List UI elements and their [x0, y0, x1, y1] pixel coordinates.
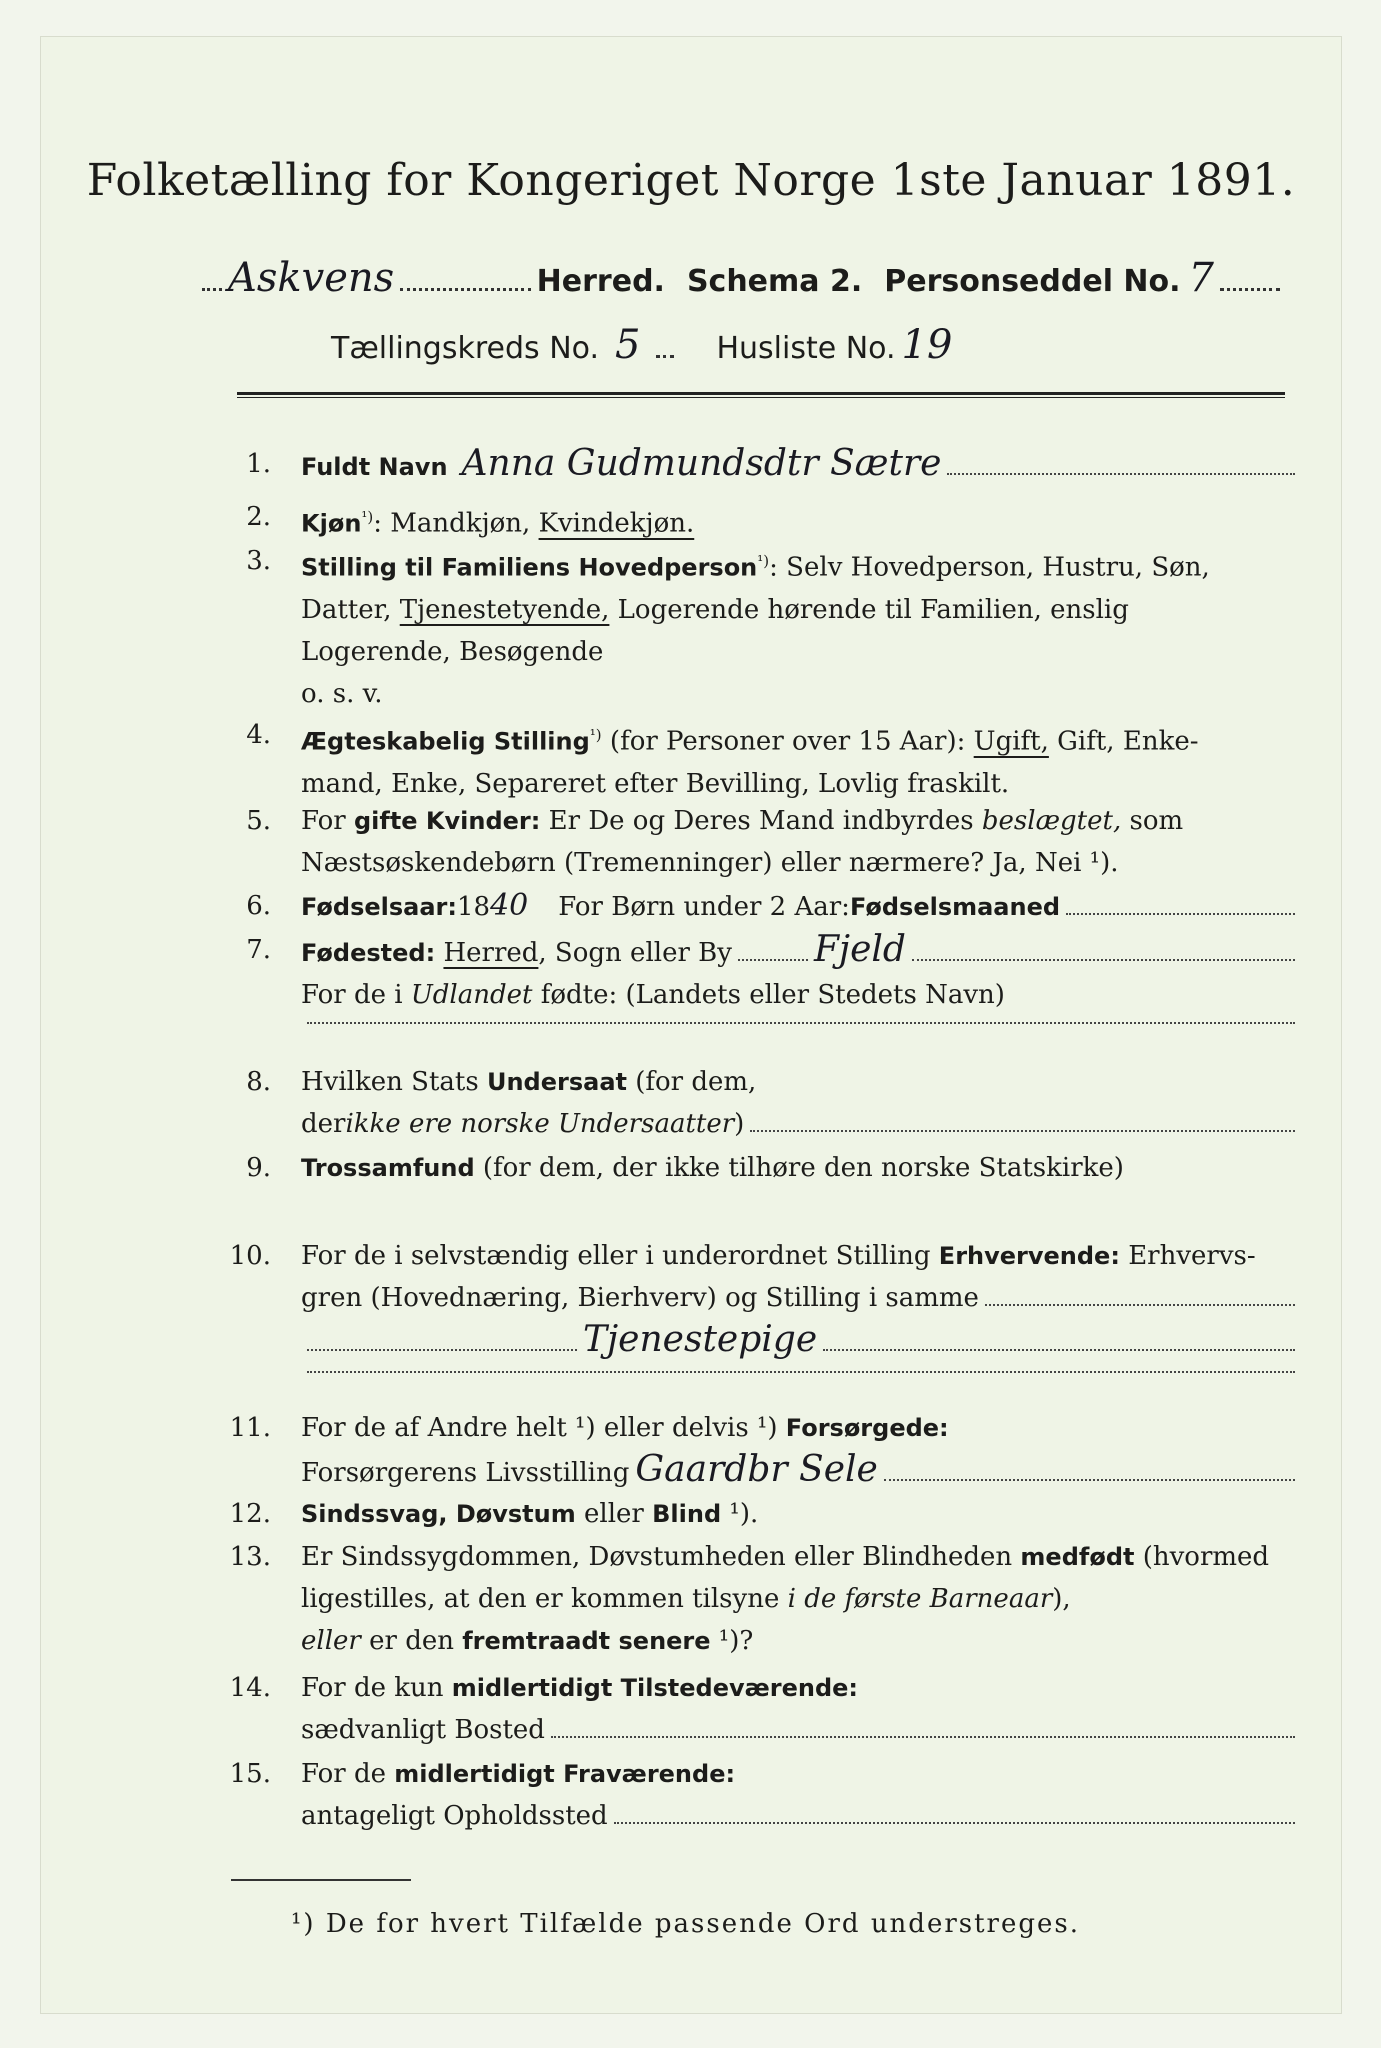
footnote: ¹) De for hvert Tilfælde passende Ord understreges. [291, 1909, 1081, 1939]
birthplace-value: Fjeld [813, 929, 906, 970]
provider-value: Gaardbr Sele [635, 1449, 878, 1490]
kreds-value: 5 [615, 322, 641, 368]
header-rule-thin [237, 397, 1285, 398]
personseddel-value: 7 [1188, 255, 1214, 301]
herred-line [196, 255, 1286, 301]
position-selected: Tjenestetyende, [399, 594, 610, 625]
personseddel-label: Personseddel No. [884, 264, 1181, 299]
kreds-label: Tællingskreds No. [331, 331, 599, 366]
footnote-rule [231, 1879, 411, 1881]
header-rule [237, 392, 1285, 395]
marital-selected: Ugift, [973, 726, 1049, 757]
herred-value: Askvens [228, 255, 395, 301]
form-title: Folketælling for Kongeriget Norge 1ste Januar 1891. [86, 155, 1296, 206]
herred-label: Herred. [536, 264, 665, 299]
kreds-line [331, 322, 1151, 368]
birth-year-value: 40 [490, 888, 529, 923]
full-name-label: Fuldt Navn [301, 453, 448, 481]
schema-label: Schema 2. [686, 264, 863, 299]
gender-selected: Kvindekjøn. [538, 508, 695, 539]
husliste-label: Husliste No. [716, 331, 896, 366]
husliste-value: 19 [901, 322, 953, 368]
census-form: Folketælling for Kongeriget Norge 1ste Januar 1891. Askvens Herred. Schema 2. Personseddel No. 7 Tællingskreds No. 5 Husliste No. 19 1. Fuldt Navn Anna Gudmundsdtr Sætre 2. Kjøn$^{^1)}$: Mandkjøn, Kvindekjøn. 3. Stilling til Familiens Hovedperson$^{^1)}$: Selv Hovedperson, Hustru, Søn, Datter, Tjenestetyende, Logerende hørende til Familien, enslig Logerende, Besøgende o. s. v. 4. Ægteskabelig Stilling$^{^1)}$ (for Personer over 15 Aar): Ugift, Gift, Enke- mand, Enke, Separeret efter Bevilling, Lovlig fraskilt. 5. For gifte Kvinder: Er De og Deres Mand indbyrdes beslægtet, som Næstsøskendebørn (Tremenninger) eller nærmere? Ja, Nei ¹). 6. Fødselsaar: 18 40 For Børn under 2 Aar: Fødselsmaaned 7. Fødested: Herred , Sogn eller By Fjeld For de i Udlandet fødte: (Landets eller Stedets Navn) 8. Hvilken Stats Undersaat (for dem, der ikke ere norske Undersaatter ) 9. Trossamfund (for dem, der ikke tilhøre den norske Statskirke) 10. For de i selvstændig eller i underordnet Stilling Erhvervende: Erhvervs- gren (Hovednæring, Bierhverv) og Stilling i samme Tjenestepige 11. For de af Andre helt ¹) eller delvis ¹) Forsørgede: Forsørgerens Livsstilling Gaardbr Sele 12. Sindssvag, Døvstum eller Blind ¹). 13. Er Sindssygdommen, Døvstumheden eller Blindheden medfødt (hvormed ligestilles, at den er kommen tilsyne i de første Barneaar), eller er den fremtraadt senere ¹)? 14. For de kun midlertidigt Tilstedeværende: sædvanligt Bosted 15. For de midlertidigt Fraværende: antageligt Opholdssted ¹) De for hvert Tilfælde passende Ord understreges. [40, 36, 1342, 2014]
full-name-value: Anna Gudmundsdtr Sætre [461, 443, 942, 484]
occupation-value: Tjenestepige [583, 1319, 818, 1360]
